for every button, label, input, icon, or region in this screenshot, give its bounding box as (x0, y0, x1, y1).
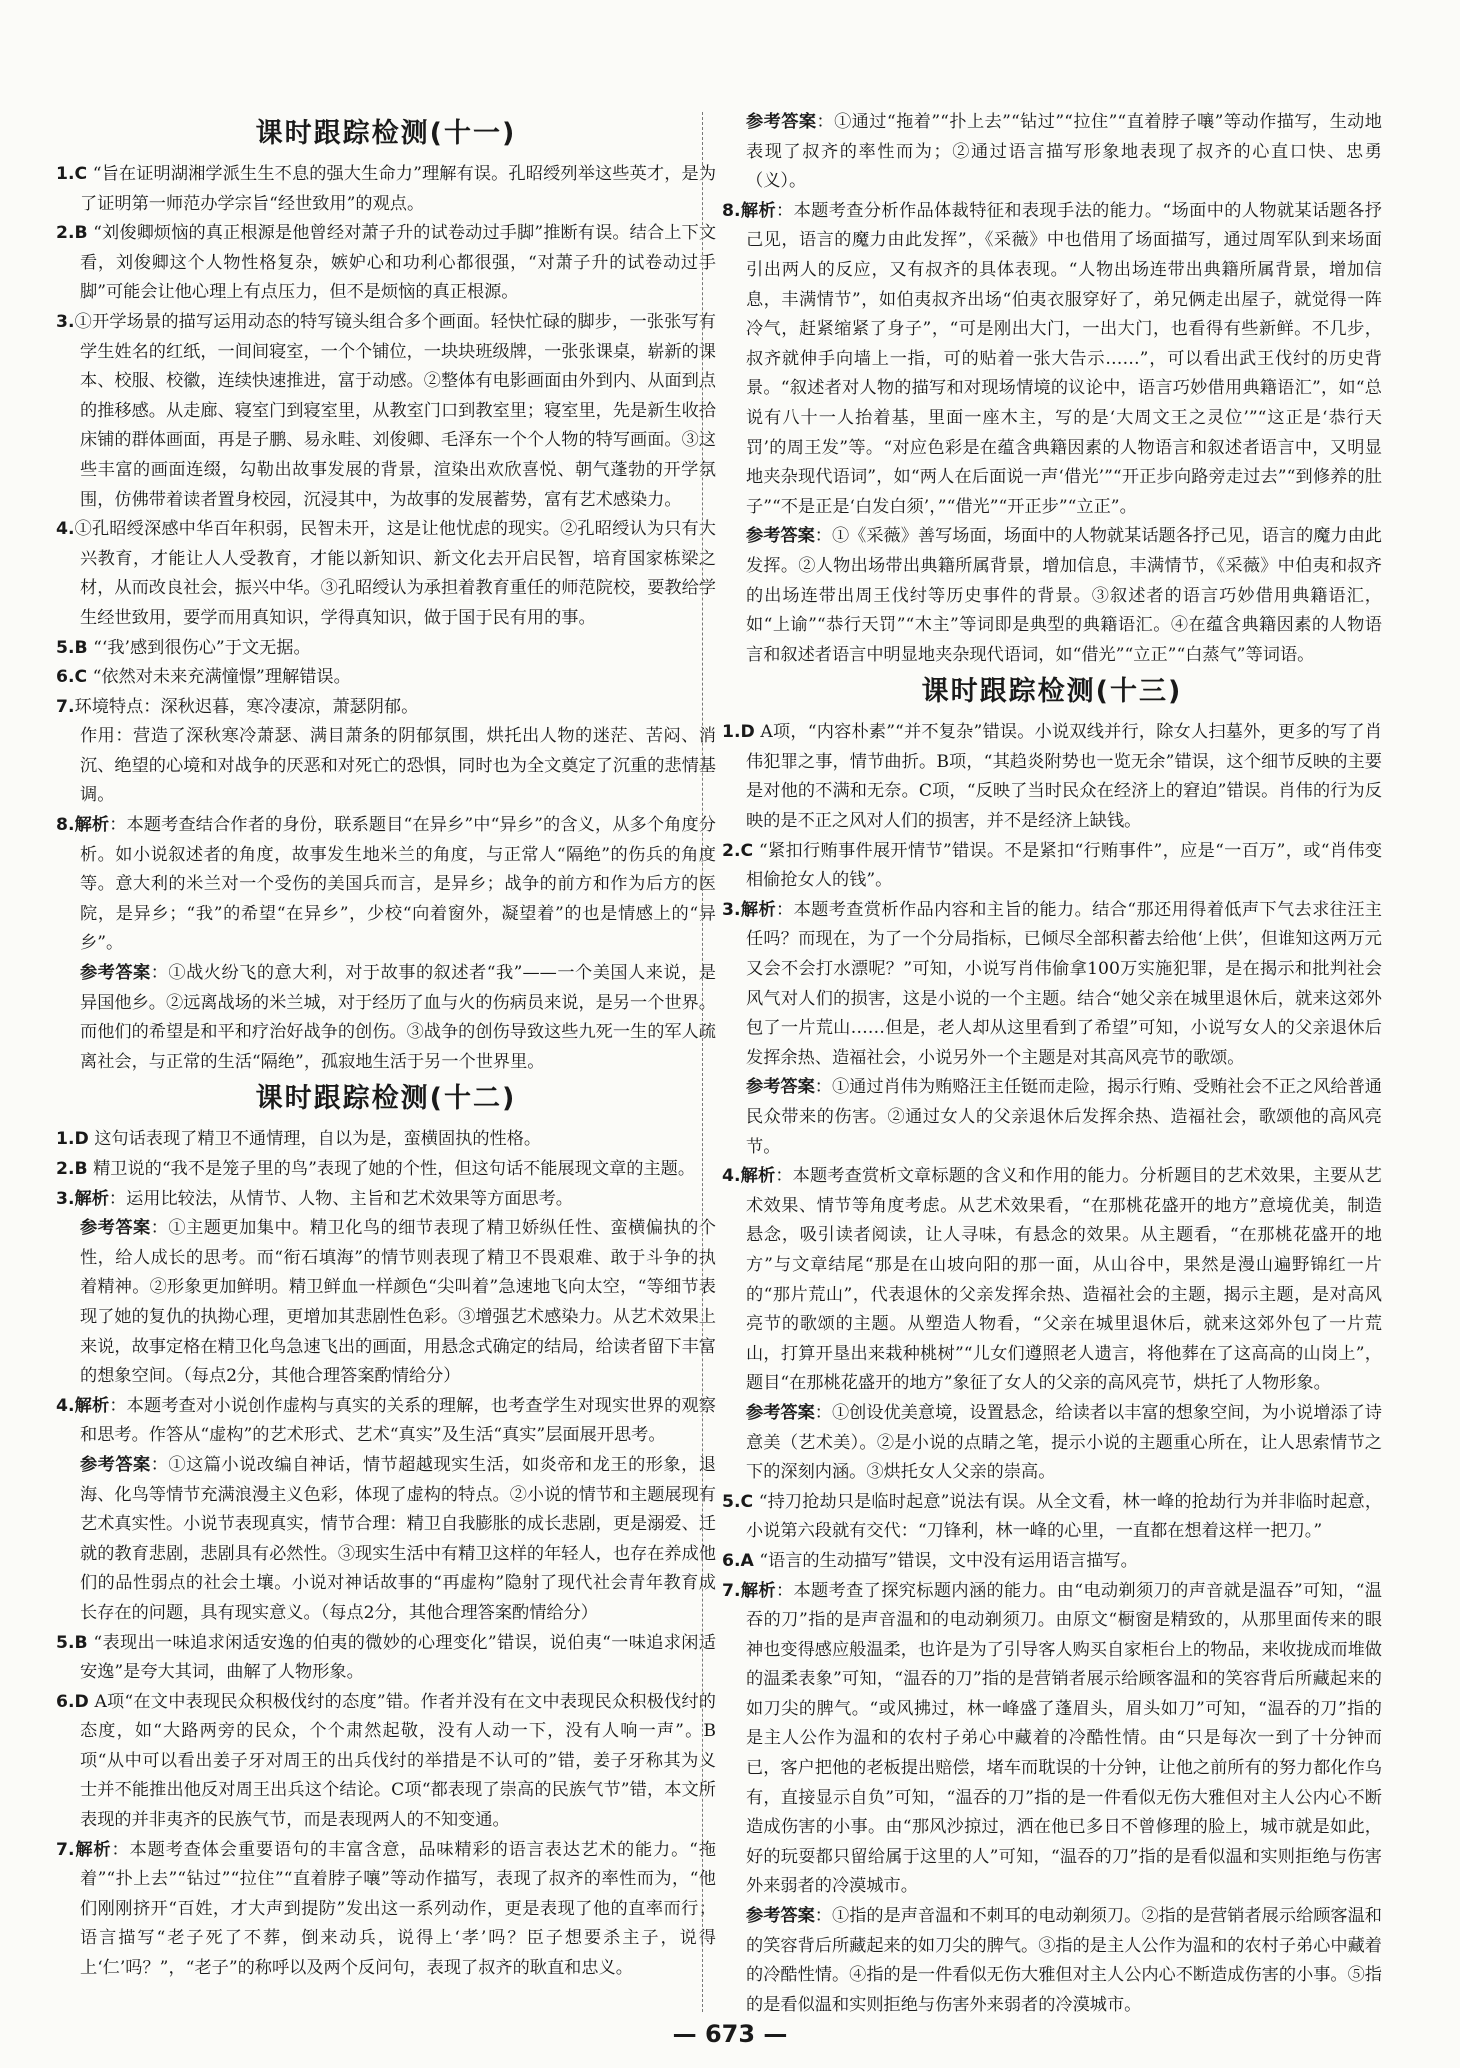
answer-item (56, 634, 716, 664)
answer-label: 参考答案 (746, 526, 815, 547)
reference-answer (722, 1399, 1382, 1488)
item-number: 4. (56, 519, 75, 540)
reference-answer (56, 1451, 716, 1629)
answer-text: ：①战火纷飞的意大利，对于故事的叙述者“我”——一个美国人来说，是异国他乡。②远离战场的米兰城，对于经历了血与火的伤病员来说，是另一个世界。而他们的希望是和平和疗治好战争的创伤。③战争的创伤导致这些九死一生的军人疏离社会，与正常的生活“隔绝”，孤寂地生活于另一个世界里。 (80, 963, 716, 1072)
analysis-text: ：本题考查了探究标题内涵的能力。由“电动剃须刀的声音就是温吞”可知，“温吞的刀”指的是声音温和的电动剃须刀。由原文“橱窗是精致的，从那里面传来的眼神也变得感应般温柔，也许是为了引导客人购买自家柜台上的物品，来收拢成而堆做的温柔表象”可知，“温吞的刀”指的是营销者展示给顾客温和的笑容背后所藏起来的如刀尖的脾气。“或风拂过，林一峰盛了蓬眉头，眉头如刀”可知，“温吞的刀”指的是主人公作为温和的农村子弟心中藏着的冷酷性情。由“只是每次一到了十分钟而已，客户把他的老板提出赔偿，堵车而耽误的十分钟，让他之前所有的努力都化作乌有，直接显示自负”可知，“温吞的刀”指的是一件看似无伤大雅但对主人公内心不断造成伤害的小事。由“那风沙掠过，洒在他已多日不曾修理的脸上，城市就是如此，好的玩耍都只留给属于这里的人”可知，“温吞的刀”指的是看似温和实则拒绝与伤害外来弱者的冷漠城市。 (746, 1580, 1382, 1897)
answer-item (722, 197, 1382, 523)
item-number: 1.C (56, 164, 88, 184)
answer-label: 参考答案 (80, 1454, 151, 1475)
item-number: 5.B (56, 1632, 88, 1653)
item-number: 6.C (56, 667, 88, 688)
section-title-11: 课时跟踪检测(十一) (255, 118, 517, 149)
analysis-label: 解析 (740, 1580, 776, 1601)
answer-label: 参考答案 (746, 1906, 815, 1927)
item-text: 这句话表现了精卫不通情理，自以为是，蛮横固执的性格。 (94, 1129, 542, 1150)
analysis-text: ：本题考查赏析文章标题的含义和作用的能力。分析题目的艺术效果，主要从艺术效果、情节等角度考虑。从艺术效果看，“在那桃花盛开的地方”意境优美，制造悬念，吸引读者阅读，让人寻味，有悬念的效果。从主题看，“在那桃花盛开的地方”与文章结尾“那是在山坡向阳的那一面，从山谷中，果然是漫山遍野锦红一片的“那片荒山”，代表退休的父亲发挥余热、造福社会的主题，揭示主题，是对高风亮节的歌颂的主题。从塑造人物看，“父亲在城里退休后，就来这郊外包了一片荒山，打算开垦出来栽种桃树”“儿女们遵照老人遗言，将他葬在了这高高的山岗上”，题目“在那桃花盛开的地方”象征了女人的父亲的高风亮节，烘托了人物形象。 (746, 1166, 1382, 1394)
answer-item (722, 837, 1382, 896)
answer-text: ：①《采薇》善写场面，场面中的人物就某话题各抒己见，语言的魔力由此发挥。②人物出场带出典籍所属背景，增加信息，丰满情节，《采薇》中伯夷和叔齐的出场连带出周王伐纣等历史事件的背景。③叙述者的语言巧妙借用典籍语汇，如“上谕”“恭行天罚”“木主”等词即是典型的典籍语汇。④在蕴含典籍因素的人物语言和叙述者语言中明显地夹杂现代语词，如“借光”“立正”“白蒸气”等词语。 (746, 526, 1382, 665)
item-number: 5.C (722, 1491, 754, 1512)
answer-item (56, 308, 716, 515)
answer-item (56, 219, 716, 308)
item-number: 3. (56, 1188, 75, 1209)
item-number: 4. (722, 1166, 741, 1187)
item-number: 3. (722, 899, 741, 920)
answer-label: 参考答案 (746, 1402, 815, 1423)
section-title-12: 课时跟踪检测(十二) (255, 1083, 517, 1115)
answer-item (722, 896, 1382, 1074)
analysis-label: 解析 (740, 899, 777, 920)
section-title-13: 课时跟踪检测(十三) (921, 676, 1183, 708)
reference-answer (722, 1073, 1382, 1162)
answer-item (56, 1392, 716, 1451)
item-number: 6.A (722, 1550, 754, 1571)
answer-text: ：①这篇小说改编自神话，情节超越现实生活，如炎帝和龙王的形象，退海、化鸟等情节充满浪漫主义色彩，体现了虚构的特点。②小说的情节和主题展现有艺术真实性。小说节表现真实，情节合理：精卫自我膨胀的成长悲剧，更是溺爱、迁就的教育悲剧，悲剧具有必然性。③现实生活中有精卫这样的年轻人，也存在养成他们的品性弱点的社会土壤。小说对神话故事的“再虚构”隐射了现代社会青年教育成长存在的问题，具有现实意义。（每点2分，其他合理答案酌情给分） (80, 1454, 716, 1623)
answer-text: ：①通过肖伟为贿赂汪主任铤而走险，揭示行贿、受贿社会不正之风给普通民众带来的伤害。②通过女人的父亲退休后发挥余热、造福社会，歌颂他的高风亮节。 (746, 1077, 1382, 1157)
item-number: 7. (722, 1580, 741, 1601)
item-number: 4. (56, 1395, 75, 1416)
item-number: 2.B (56, 1159, 88, 1179)
answer-item (56, 1185, 716, 1215)
answer-label: 参考答案 (80, 963, 151, 984)
item-number: 6.D (56, 1691, 89, 1712)
reference-answer (56, 959, 716, 1077)
item-text: A项“在文中表现民众积极伐纣的态度”错。作者并没有在文中表现民众积极伐纣的态度，如“大路两旁的民众，个个肃然起敬，没有人动一下，没有人响一声”。B项“从中可以看出姜子牙对周王的出兵伐纣的举措是不认可的”错，姜子牙称其为义士并不能推出他反对周王出兵这个结论。C项“都表现了崇高的民族气节”错，本文所表现的并非夷齐的民族气节，而是表现两人的不知变通。 (80, 1691, 716, 1831)
analysis-text: ：本题考查分析作品体裁特征和表现手法的能力。“场面中的人物就某话题各抒己见，语言的魔力由此发挥”，《采薇》中也借用了场面描写，通过周军队到来场面引出两人的反应，又有叔齐的具体表现。“人物出场连带出典籍所属背景，增加信息，丰满情节”，如伯夷叔齐出场“伯夷衣服穿好了，弟兄俩走出屋子，就觉得一阵冷气，赶紧缩紧了身子”，“可是刚出大门，一出大门，也看得有些新鲜。不几步，叔齐就伸手向墙上一指，可的贴着一张大告示……”，可以看出武王伐纣的历史背景。“叙述者对人物的描写和对现场情境的议论中，语言巧妙借用典籍语汇”，如“总说有八十一人抬着基，里面一座木主，写的是‘大周文王之灵位’”“这正是‘恭行天罚’的周王发”等。“对应色彩是在蕴含典籍因素的人物语言和叙述者语言中，又明显地夹杂现代语词”，如“两人在后面说一声‘借光’”“开正步向路旁走过去”“到修养的肚子”“不是正是‘白发白须’，”“借光”“开正步”“立正”。 (746, 200, 1382, 517)
analysis-label: 解析 (740, 1166, 776, 1187)
item-text: “旨在证明湖湘学派生生不息的强大生命力”理解有误。孔昭绶列举这些英才，是为了证明第一师范办学宗旨“经世致用”的观点。 (80, 164, 717, 214)
answer-item (56, 1688, 716, 1836)
item-text: “表现出一味追求闲适安逸的伯夷的微妙的心理变化”错误，说伯夷“一味追求闲适安逸”是夸大其词，曲解了人物形象。 (80, 1632, 716, 1683)
answer-text: ：①主题更加集中。精卫化鸟的细节表现了精卫娇纵任性、蛮横偏执的个性，给人成长的思考。而“衔石填海”的情节则表现了精卫不畏艰难、敢于斗争的执着精神。②形象更加鲜明。精卫鲜血一样颜色“尖叫着”急速地飞向太空，“等细节表现了她的复仇的执拗心理，更增加其悲剧性色彩。③增强艺术感染力。从艺术效果上来说，故事定格在精卫化鸟急速飞出的画面，用悬念式确定的结局，给读者留下丰富的想象空间。（每点2分，其他合理答案酌情给分） (80, 1218, 716, 1387)
column-divider (702, 112, 703, 2012)
answer-item (722, 718, 1382, 836)
item-number: 3. (56, 311, 75, 332)
answer-item (56, 693, 716, 723)
analysis-label: 解析 (74, 1839, 112, 1860)
item-text: A项，“内容朴素”“并不复杂”错误。小说双线并行，除女人扫墓外，更多的写了肖伟犯罪之事，情节曲折。B项，“其趋炎附势也一览无余”错误，这个细节反映的主要是对他的不满和无奈。C项，“反映了当时民众在经济上的窘迫”错误。肖伟的行为反映的是不正之风对人们的损害，并不是经济上缺钱。 (746, 722, 1382, 832)
answer-text: ：①创设优美意境，设置悬念，给读者以丰富的想象空间，为小说增添了诗意美（艺术美）。②是小说的点睛之笔，提示小说的主题重心所在，让人思索情节之下的深刻内涵。③烘托女人父亲的崇高。 (746, 1402, 1382, 1483)
analysis-text: ：本题考查结合作者的身份，联系题目“在异乡”中“异乡”的含义，从多个角度分析。如小说叙述者的角度，故事发生地米兰的角度，与正常人“隔绝”的伤兵的角度等。意大利的米兰对一个受伤的美国兵而言，是异乡；战争的前方和作为后方的医院，是异乡；“我”的希望“在异乡”，少校“向着窗外，凝望着”的也是情感上的“异乡”。 (80, 815, 716, 954)
answer-item (722, 1547, 1382, 1577)
item-text: ①孔昭绶深感中华百年积弱，民智未开，这是让他忧虑的现实。②孔昭绶认为只有大兴教育，才能让人人受教育，才能以新知识、新文化去开启民智，培育国家栋梁之材，从而改良社会，振兴中华。③孔昭绶认为承担着教育重任的师范院校，要教给学生经世致用，要学而用真知识，学得真知识，做于国于民有用的事。 (74, 519, 716, 628)
item-text: 环境特点：深秋迟暮，寒冷凄凉，萧瑟阴郁。 (74, 696, 419, 717)
answer-item (56, 811, 716, 959)
answer-label: 参考答案 (80, 1218, 151, 1239)
item-continuation: 作用：营造了深秋寒冷萧瑟、满目萧条的阴郁氛围，烘托出人物的迷茫、苦闷、消沉、绝望的心境和对战争的厌恶和对死亡的恐惧，同时也为全文奠定了沉重的悲情基调。 (80, 726, 716, 806)
item-text: ①开学场景的描写运用动态的特写镜头组合多个画面。轻快忙碌的脚步，一张张写有学生姓名的红纸，一间间寝室，一个个铺位，一块块班级牌，一张张课桌，崭新的课本、校服、校徽，连续快速推进，富于动感。②整体有电影画面由外到内、从面到点的推移感。从走廊、寝室门到寝室里，从教室门口到教室里；寝室里，先是新生收拾床铺的群体画面，再是子鹏、易永畦、刘俊卿、毛泽东一个个人物的特写画面。③这些丰富的画面连缀，勾勒出故事发展的背景，渲染出欢欣喜悦、朝气蓬勃的开学氛围，仿佛带着读者置身校园，沉浸其中，为故事的发展蓄势，富有艺术感染力。 (74, 311, 716, 510)
item-text: “‘我’感到很伤心”于文无据。 (93, 637, 311, 658)
analysis-label: 解析 (740, 200, 777, 221)
item-text: “依然对未来充满憧憬”理解错误。 (92, 667, 351, 688)
answer-item (56, 1125, 716, 1155)
item-number: 5.B (56, 637, 88, 658)
right-column (722, 108, 1382, 2020)
answer-item (56, 160, 716, 219)
reference-answer (722, 522, 1382, 670)
left-column (56, 112, 716, 1984)
answer-label: 参考答案 (746, 1077, 815, 1098)
answer-text: ：①指的是声音温和不刺耳的电动剃须刀。②指的是营销者展示给顾客温和的笑容背后所藏起来的如刀尖的脾气。③指的是主人公作为温和的农村子弟心中藏着的冷酷性情。④指的是一件看似无伤大雅但对主人公内心不断造成伤害的小事。⑤指的是看似温和实则拒绝与伤害外来弱者的冷漠城市。 (746, 1906, 1382, 2015)
item-number: 1.D (722, 722, 755, 743)
item-number: 7. (56, 696, 75, 717)
item-text: “语言的生动描写”错误，文中没有运用语言描写。 (759, 1550, 1138, 1571)
analysis-text: ：本题考查对小说创作虚构与真实的关系的理解，也考查学生对现实世界的观察和思考。作答从“虚构”的艺术形式、艺术“真实”及生活“真实”层面展开思考。 (80, 1395, 716, 1446)
analysis-text: ：本题考查体会重要语句的丰富含意，品味精彩的语言表达艺术的能力。“拖着”“扑上去”“钻过”“拉住”“直着脖子嚷”等动作描写，表现了叔齐的率性而为，“他们刚刚挤开“百姓，才大声到提防”发出这一系列动作，更是表现了他的直率而行；语言描写“老子死了不葬，倒来动兵，说得上‘孝’吗？臣子想要杀主子，说得上‘仁’吗？”，“老子”的称呼以及两个反问句，表现了叔齐的耿直和忠义。 (80, 1839, 716, 1979)
answer-item (56, 1155, 716, 1185)
analysis-text: ：运用比较法，从情节、人物、主旨和艺术效果等方面思考。 (108, 1188, 573, 1209)
answer-item (56, 1629, 716, 1688)
reference-answer (722, 108, 1382, 197)
answer-item (722, 1577, 1382, 1903)
page-number-value: 673 (704, 2020, 756, 2048)
analysis-label: 解析 (74, 1188, 109, 1209)
item-number: 2.C (722, 840, 754, 861)
item-number: 8. (56, 815, 75, 836)
item-text: “刘俊卿烦恼的真正根源是他曾经对萧子升的试卷动过手脚”推断有误。结合上下文看，刘俊卿这个人物性格复杂，嫉妒心和功利心都很强，“对萧子升的试卷动过手脚”可能会让他心理上有点压力，但不是烦恼的真正根源。 (80, 223, 717, 303)
reference-answer (722, 1902, 1382, 2020)
item-text: “持刀抢劫只是临时起意”说法有误。从全文看，林一峰的抢劫行为并非临时起意，小说第六段就有交代：“刀锋利，林一峰的心里，一直都在想着这样一把刀。” (746, 1491, 1383, 1542)
item-text: 精卫说的“我不是笼子里的鸟”表现了她的个性，但这句话不能展现文章的主题。 (93, 1159, 696, 1179)
item-number: 7. (56, 1839, 75, 1860)
item-number: 2.B (56, 223, 88, 244)
item-number: 1.D (56, 1129, 89, 1150)
answer-item (722, 1488, 1382, 1547)
answer-item (56, 515, 716, 633)
answer-item (56, 663, 716, 693)
analysis-label: 解析 (74, 815, 110, 836)
item-number: 8. (722, 200, 741, 221)
analysis-text: ：本题考查赏析作品内容和主旨的能力。结合“那还用得着低声下气去求往汪主任吗？而现在，为了一个分局指标，已倾尽全部积蓄去给他‘上供’，但谁知这两万元又会不会打水漂呢？”可知，小说写肖伟偷拿100万实施犯罪，是在揭示和批判社会风气对人们的损害，这是小说的一个主题。结合“她父亲在城里退休后，就来这郊外包了一片荒山……但是，老人却从这里看到了希望”可知，小说写女人的父亲退休后发挥余热、造福社会，小说另外一个主题是对其高风亮节的歌颂。 (746, 899, 1382, 1068)
answer-item (56, 1836, 716, 1984)
reference-answer (56, 1214, 716, 1392)
item-text: “紧扣行贿事件展开情节”错误。不是紧扣“行贿事件”，应是“一百万”，或“肖伟变相偷抢女人的钱”。 (746, 840, 1383, 891)
page-number: — 673 — (672, 2020, 788, 2048)
analysis-label: 解析 (74, 1395, 110, 1416)
answer-label: 参考答案 (746, 112, 817, 132)
answer-item (722, 1162, 1382, 1399)
answer-text: ：①通过“拖着”“扑上去”“钻过”“拉住”“直着脖子嚷”等动作描写，生动地表现了叔齐的率性而为；②通过语言描写形象地表现了叔齐的心直口快、忠勇（义）。 (746, 112, 1382, 192)
